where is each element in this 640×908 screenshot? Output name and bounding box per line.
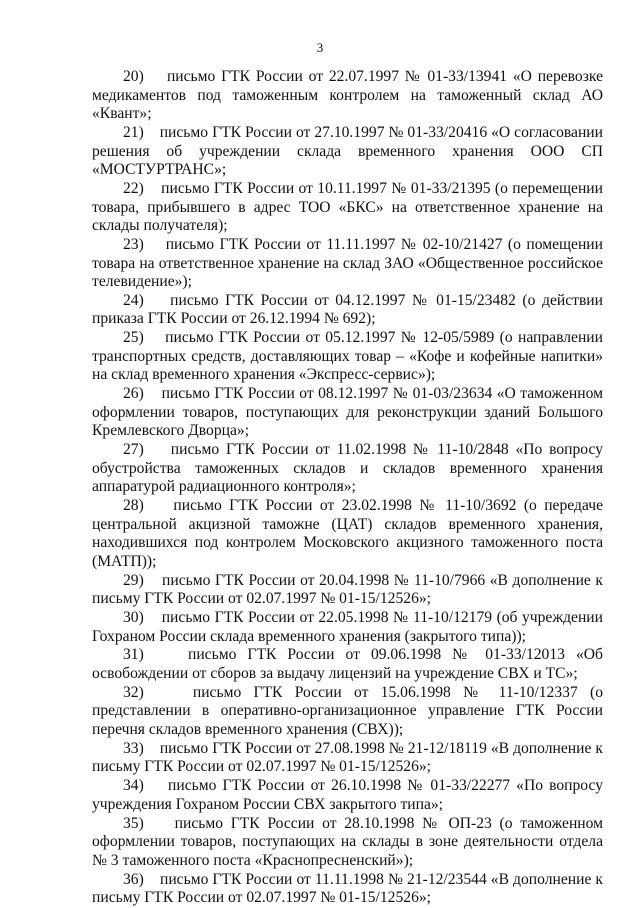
list-item: 29) письмо ГТК России от 20.04.1998 № 11-10/7966 «В дополнение к письму ГТК России от 02.07.1997 № 01-15/12526»; [92, 571, 603, 608]
list-item: 25) письмо ГТК России от 05.12.1997 № 12-05/5989 (о направлении транспортных средств, доставляющих товар – «Кофе и кофейные напитки» на склад временного хранения «Экспресс-сервис»); [92, 329, 603, 384]
list-item: 34) письмо ГТК России от 26.10.1998 № 01-33/22277 «По вопросу учреждения Гохраном России СВХ закрытого типа»; [92, 777, 603, 813]
document-body [92, 68, 603, 908]
list-item: 32) письмо ГТК России от 15.06.1998 № 11-10/12337 (о представлении в оперативно-организационное управление ГТК России перечня складов временного хранения (СВХ)); [92, 683, 603, 739]
list-item: 33) письмо ГТК России от 27.08.1998 № 21-12/18119 «В дополнение к письму ГТК России от 02.07.1997 № 01-15/12526»; [92, 739, 603, 776]
list-item: 26) письмо ГТК России от 08.12.1997 № 01-03/23634 «О таможенном оформлении товаров, поступающих для реконструкции зданий Большого Кремлевского Дворца»; [92, 385, 603, 440]
list-item: 31) письмо ГТК России от 09.06.1998 № 01-33/12013 «Об освобождении от сборов за выдачу лицензий на учреждение СВХ и ТС»; [92, 646, 603, 683]
page-number: 3 [316, 40, 324, 55]
list-item: 21) письмо ГТК России от 27.10.1997 № 01-33/20416 «О согласовании решения об учреждении склада временного хранения ООО СП «МОСТУРТРАНС»; [92, 123, 603, 179]
list-item: 23) письмо ГТК России от 11.11.1997 № 02-10/21427 (о помещении товара на ответственное хранение на склад ЗАО «Общественное российское телевидение»); [92, 235, 603, 291]
list-item: 24) письмо ГТК России от 04.12.1997 № 01-15/23482 (о действии приказа ГТК России от 26.12.1994 № 692); [92, 291, 603, 328]
list-item: 22) письмо ГТК России от 10.11.1997 № 01-33/21395 (о перемещении товара, прибывшего в адрес ТОО «БКС» на ответственное хранение на склады получателя); [92, 179, 603, 235]
list-item: 35) письмо ГТК России от 28.10.1998 № ОП-23 (о таможенном оформлении товаров, поступающих на склады в зоне деятельности отдела № 3 таможенного поста «Краснопресненский»); [92, 814, 603, 869]
list-item: 30) письмо ГТК России от 22.05.1998 № 11-10/12179 (об учреждении Гохраном России склада временного хранения (закрытого типа)); [92, 609, 603, 645]
list-item: 27) письмо ГТК России от 11.02.1998 № 11-10/2848 «По вопросу обустройства таможенных складов и складов временного хранения аппаратурой радиационного контроля»; [92, 441, 603, 496]
list-item: 28) письмо ГТК России от 23.02.1998 № 11-10/3692 (о передаче центральной акцизной таможне (ЦАТ) складов временного хранения, находившихся под контролем Московского акцизного таможенного поста (МАТП)); [92, 497, 603, 570]
list-item: 20) письмо ГТК России от 22.07.1997 № 01-33/13941 «О перевозке медикаментов под таможенным контролем на таможенный склад АО «Квант»; [92, 68, 603, 123]
list-item: 36) письмо ГТК России от 11.11.1998 № 21-12/23544 «В дополнение к письму ГТК России от 02.07.1997 № 01-15/12526»; [92, 870, 603, 907]
